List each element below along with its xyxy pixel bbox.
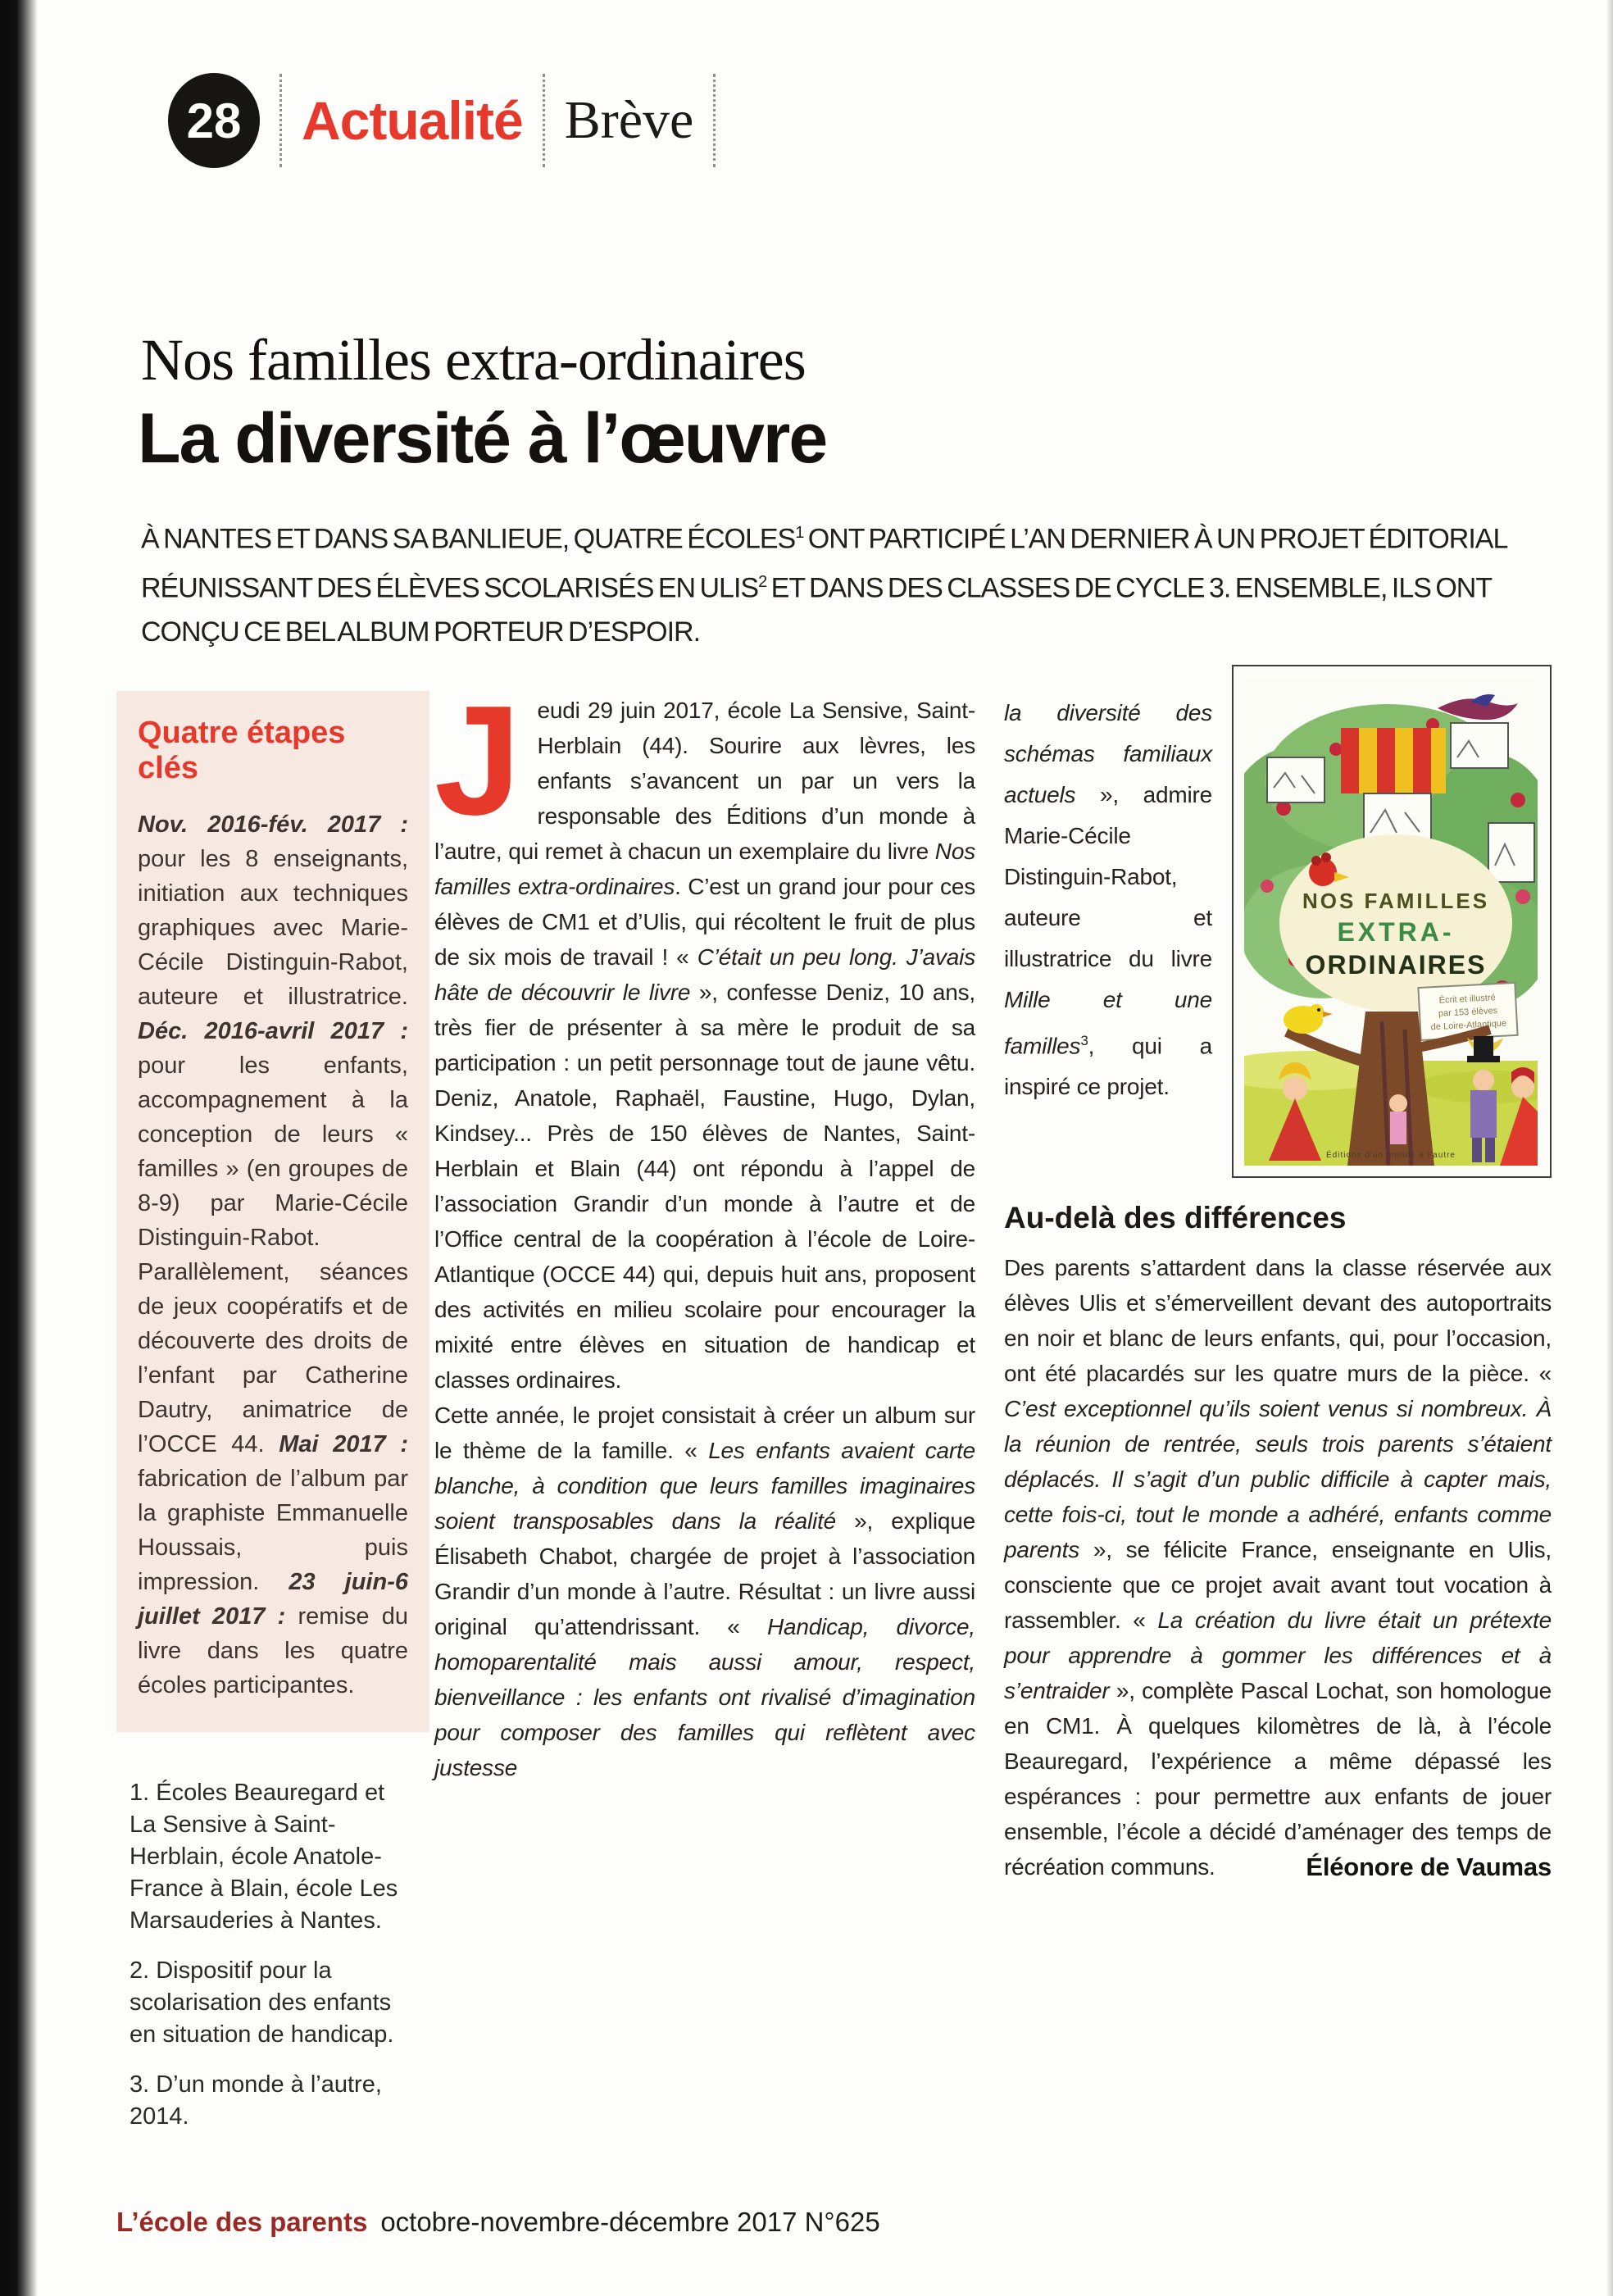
page-number-badge (168, 73, 260, 168)
footer-magazine-title: L’école des parents (116, 2207, 368, 2237)
book-cover (1232, 665, 1552, 1178)
section-label: Actualité (302, 90, 523, 151)
book-title-line1: NOS FAMILLES (1302, 889, 1490, 913)
author-byline: Éléonore de Vaumas (1306, 1853, 1552, 1881)
book-sign-line3: de Loire-Atlantique (1430, 1018, 1507, 1033)
page-number: 28 (186, 93, 242, 148)
book-title-line2: EXTRA- (1337, 917, 1455, 947)
footnote: 3. D’un monde à l’autre, 2014. (129, 2071, 382, 2130)
rubric-label: Brève (564, 90, 694, 150)
book-cover-frame (1232, 665, 1552, 1178)
page-header (168, 72, 735, 169)
sidebar-title: Quatre étapes clés (138, 716, 346, 785)
book-cover-illustration (1244, 677, 1538, 1166)
subhead: Au-delà des différences (1004, 1201, 1347, 1234)
dotted-divider (279, 74, 282, 167)
footnote: 2. Dispositif pour la scolarisation des enfants en situation de handicap. (129, 1957, 394, 2048)
page-footer (116, 2207, 880, 2238)
scan-edge-artifact (0, 0, 38, 2296)
paragraph (1004, 1250, 1552, 1885)
standfirst: À NANTES ET DANS SA BANLIEUE, QUATRE ÉCOLES$^1$ ONT PARTICIPÉ L’AN DERNIER À UN PROJET ÉDITORIAL RÉUNISSANT DES ÉLÈVES SCOLARISÉS EN ULIS$^2$ ET DANS DES CLASSES DE CYCLE 3. ENSEMBLE, ILS ONT CONÇU CE BEL ALBUM PORTEUR D’ESPOIR. (141, 523, 1507, 648)
paragraph-text: eudi 29 juin 2017, école La Sensive, Saint-Herblain (44). Sourire aux lèvres, les enfants s’avancent un par un vers la responsable des Éditions d’un monde à l’autre, qui remet à chacun un exemplaire du livre Nos familles extra-ordinaires. C’est un grand jour pour ces élèves de CM1 et d’Ulis, qui récoltent le fruit de plus de six mois de travail ! « C’était un peu long. J’avais hâte de découvrir le livre », confesse Deniz, 10 ans, très fier de présenter à sa mère le produit de sa participation : un petit personnage tout de jaune vêtu. Deniz, Anatole, Raphaël, Faustine, Hugo, Dylan, Kindsey... Près de 150 élèves de Nantes, Saint-Herblain et Blain (44) ont répondu à l’appel de l’association Grandir d’un monde à l’autre et de l’Office central de la coopération à l’école de Loire-Atlantique (OCCE 44) qui, depuis huit ans, proposent des activités en milieu scolaire pour encourager la mixité entre élèves en situation de handicap et classes ordinaires. (434, 698, 975, 1393)
kicker-title: Nos familles extra-ordinaires (141, 327, 806, 393)
article-column-2 (1004, 693, 1552, 1885)
book-publisher: Éditions d’un monde à l’autre (1326, 1151, 1456, 1160)
book-sign-line1: Écrit et illustré (1438, 993, 1497, 1006)
key-steps-sidebar (116, 691, 429, 1732)
dotted-divider (543, 74, 545, 167)
drop-cap: J (434, 674, 521, 848)
sidebar-body: Nov. 2016-fév. 2017 : pour les 8 enseignants, initiation aux techniques graphiques avec Marie-Cécile Distinguin-Rabot, auteure et illustratrice. Déc. 2016-avril 2017 : pour les enfants, accompagnement à la conception de leurs « familles » (en groupes de 8-9) par Marie-Cécile Distinguin-Rabot. Parallèlement, séances de jeux coopératifs et de découverte des droits de l’enfant par Catherine Dautry, animatrice de l’OCCE 44. Mai 2017 : fabrication de l’album par la graphiste Emmanuelle Houssais, puis impression. 23 juin-6 juillet 2017 : remise du livre dans les quatre écoles participantes. (138, 812, 408, 1698)
scan-edge-right (1606, 0, 1613, 2296)
paragraph: la diversité des schémas familiaux actuels », admire Marie-Cécile Distinguin-Rabot, auteure et illustratrice du livre Mille et une familles$^3$, qui a inspiré ce projet. (1004, 700, 1212, 1100)
paragraph: Cette année, le projet consistait à créer un album sur le thème de la famille. « Les enfants avaient carte blanche, à condition que leurs familles imaginaires soient transposables dans la réalité », explique Élisabeth Chabot, chargée de projet à l’association Grandir d’un monde à l’autre. Résultat : un livre aussi original qu’attendrissant. « Handicap, divorce, homoparentalité mais aussi amour, respect, bienveillance : les enfants ont rivalisé d’imagination pour composer des familles qui reflètent avec justesse (434, 1403, 975, 1780)
article-column-1 (434, 674, 975, 1785)
book-title-line3: ORDINAIRES (1305, 950, 1487, 980)
article-title: La diversité à l’œuvre (138, 399, 827, 478)
footnotes (129, 1777, 416, 2151)
book-sign-line2: par 153 élèves (1438, 1006, 1498, 1019)
footer-issue: octobre-novembre-décembre 2017 N°625 (380, 2207, 880, 2237)
footnote: 1. Écoles Beauregard et La Sensive à Saint-Herblain, école Anatole-France à Blain, école Les Marsauderies à Nantes. (129, 1780, 398, 1934)
paragraph-text: Des parents s’attardent dans la classe réservée aux élèves Ulis et s’émerveillent devant des autoportraits en noir et blanc de leurs enfants, qui, pour l’occasion, ont été placardés sur les quatre murs de la pièce. « C’est exceptionnel qu’ils soient venus si nombreux. À la réunion de rentrée, seuls trois parents s’étaient déplacés. Il s’agit d’un public difficile à capter mais, cette fois-ci, tout le monde a adhéré, enfants comme parents », se félicite France, enseignante en Ulis, consciente que ce projet avait avant tout vocation à rassembler. « La création du livre était un prétexte pour apprendre à gommer les différences et à s’entraider », complète Pascal Lochat, son homologue en CM1. À quelques kilomètres de là, à l’école Beauregard, l’expérience a même dépassé les espérances : pour permettre aux enfants de jouer ensemble, l’école a décidé d’aménager des temps de récréation communs. (1004, 1255, 1552, 1880)
paragraph (434, 674, 975, 1398)
dotted-divider (713, 74, 716, 167)
